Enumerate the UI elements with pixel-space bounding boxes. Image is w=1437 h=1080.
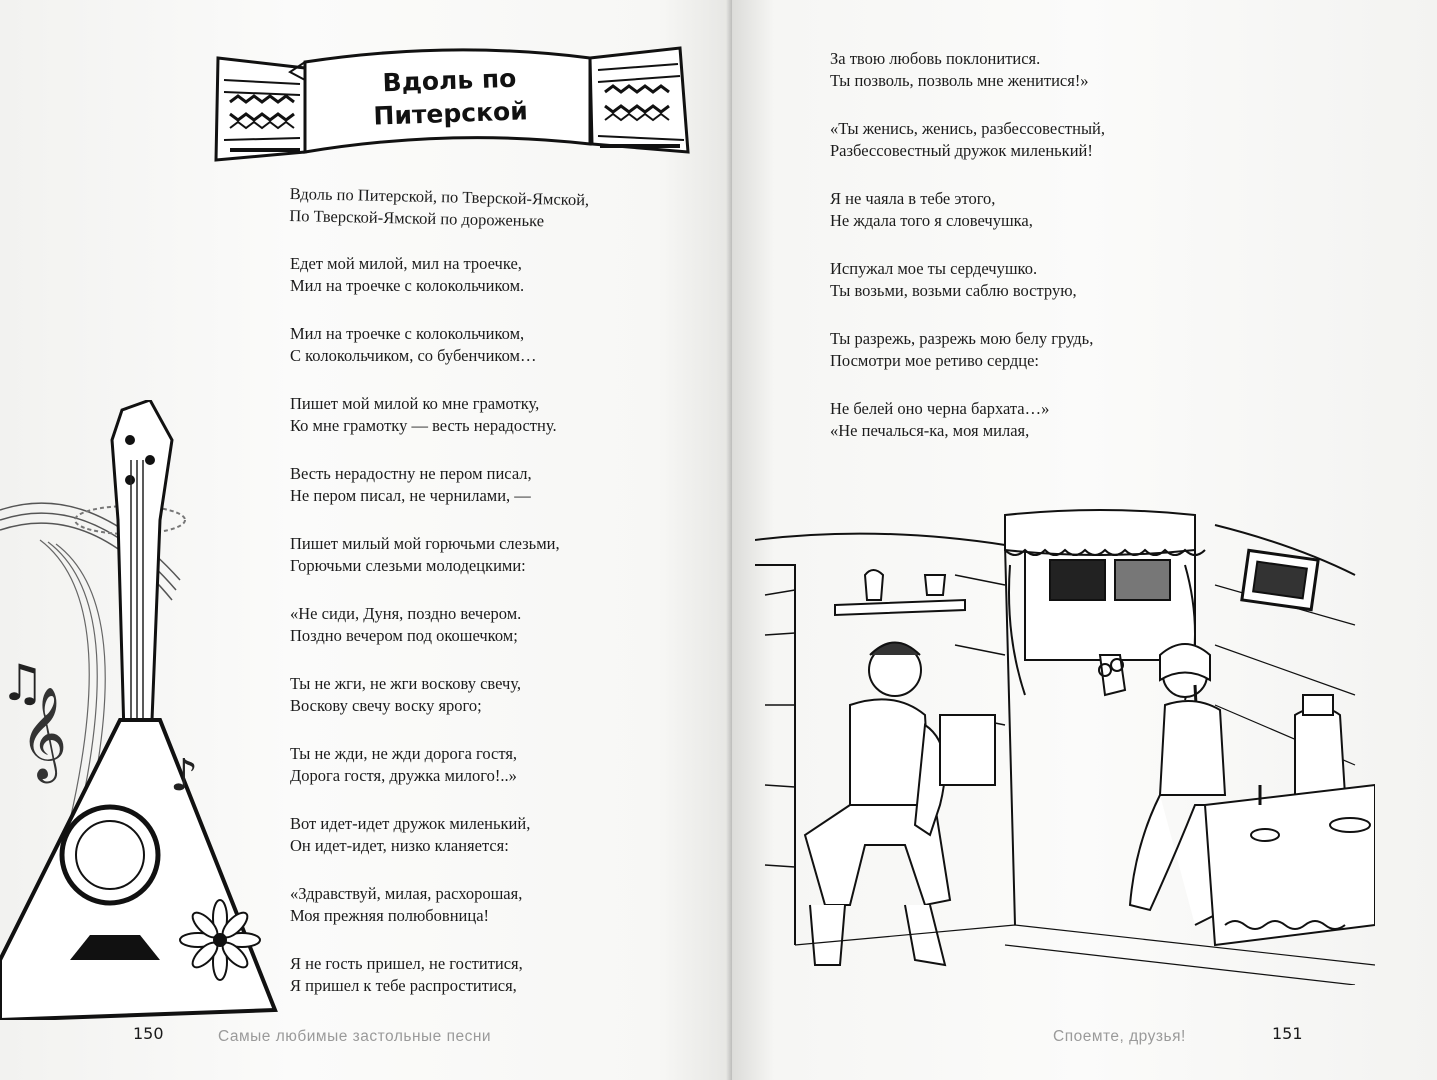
verse-line: С колокольчиком, со бубенчиком… bbox=[290, 346, 537, 365]
right-towel-ornament bbox=[590, 48, 688, 152]
izba-scene-illustration bbox=[755, 505, 1375, 985]
stanza bbox=[830, 188, 1105, 232]
verse-line: «Здравствуй, милая, расхорошая, bbox=[290, 884, 523, 903]
stanza bbox=[290, 603, 589, 647]
verse-line: Ко мне грамотку — весть нерадостну. bbox=[290, 416, 557, 435]
verse-line: «Не сиди, Дуня, поздно вечером. bbox=[290, 604, 522, 623]
verse-line: Воскову свечу воску ярого; bbox=[290, 696, 482, 715]
stanza bbox=[290, 813, 589, 857]
verse-line: Я пришел к тебе распроститися, bbox=[290, 976, 517, 995]
verse-line: Ты позволь, позволь мне женитися!» bbox=[830, 71, 1089, 90]
verse-line: Я не гость пришел, не гоститися, bbox=[290, 954, 523, 973]
verse-line: Едет мой милой, мил на троечке, bbox=[290, 254, 522, 273]
verse-line: Не пером писал, не чернилами, — bbox=[290, 486, 531, 505]
verse-line: Мил на троечке с колокольчиком. bbox=[290, 276, 525, 295]
verse-line: Пишет мой милой ко мне грамотку, bbox=[290, 394, 540, 413]
verse-line: За твою любовь поклонитися. bbox=[830, 49, 1041, 68]
stanza bbox=[830, 258, 1105, 302]
verse-line: Мил на троечке с колокольчиком, bbox=[290, 324, 525, 343]
running-head-left: Самые любимые застольные песни bbox=[218, 1028, 492, 1045]
verse-line: Вдоль по Питерской, по Тверской-Ямской, bbox=[289, 183, 590, 210]
stanza bbox=[290, 883, 589, 927]
verse-line: Посмотри мое ретиво сердце: bbox=[830, 351, 1040, 370]
stanza bbox=[830, 398, 1105, 442]
verse-line: Ты не жди, не жди дорога гостя, bbox=[290, 744, 518, 763]
stanza bbox=[290, 323, 589, 367]
stanza bbox=[290, 463, 589, 507]
stanza bbox=[290, 533, 589, 577]
note-glyph: ♫ bbox=[0, 654, 45, 712]
verse-line: Он идет-идет, низко кланяется: bbox=[290, 836, 509, 855]
stanza bbox=[830, 328, 1105, 372]
verse-line: Не белей оно черна бархата…» bbox=[830, 399, 1050, 418]
running-head-right: Споемте, друзья! bbox=[1053, 1028, 1186, 1045]
stanza bbox=[290, 743, 589, 787]
verse-line: По Тверской-Ямской по дороженьке bbox=[289, 205, 545, 231]
left-verse bbox=[290, 183, 589, 1023]
song-title bbox=[319, 59, 581, 134]
verse-line: Горючьми слезьми молодецкими: bbox=[290, 556, 526, 575]
chest bbox=[940, 715, 995, 785]
verse-line: Вот идет-идет дружок миленький, bbox=[290, 814, 531, 833]
stanza bbox=[290, 393, 589, 437]
stanza bbox=[830, 118, 1105, 162]
page-number-left: 150 bbox=[133, 1024, 164, 1043]
song-title-line-1: Вдоль по bbox=[382, 63, 517, 98]
verse-line: Ты возьми, возьми саблю вострую, bbox=[830, 281, 1077, 300]
right-verse bbox=[830, 48, 1105, 468]
verse-line: Моя прежняя полюбовница! bbox=[290, 906, 490, 925]
treble-clef-glyph: 𝄞 bbox=[20, 686, 68, 779]
verse-line: Ты не жги, не жги воскову свечу, bbox=[290, 674, 522, 693]
stanza bbox=[290, 253, 589, 297]
verse-line: «Не печалься-ка, моя милая, bbox=[830, 421, 1030, 440]
verse-line: Я не чаяла в тебе этого, bbox=[830, 189, 996, 208]
stanza bbox=[290, 673, 589, 717]
shelf bbox=[835, 600, 965, 615]
verse-line: Поздно вечером под окошечком; bbox=[290, 626, 518, 645]
balalaika-illustration bbox=[0, 400, 290, 1020]
note-glyph-2: ♪ bbox=[170, 750, 199, 801]
verse-line: Не ждала того я словечушка, bbox=[830, 211, 1033, 230]
balalaika-neck bbox=[112, 400, 172, 770]
verse-line: Ты разрежь, разрежь мою белу грудь, bbox=[830, 329, 1094, 348]
verse-line: Весть нерадостну не пером писал, bbox=[290, 464, 532, 483]
stanza bbox=[830, 48, 1105, 92]
stanza bbox=[289, 183, 589, 233]
man-figure bbox=[805, 643, 950, 966]
verse-line: Испужал мое ты сердечушко. bbox=[830, 259, 1038, 278]
verse-line: Разбессовестный дружок миленький! bbox=[830, 141, 1093, 160]
page-number-right: 151 bbox=[1272, 1024, 1303, 1043]
verse-line: Пишет милый мой горючьми слезьми, bbox=[290, 534, 560, 553]
stanza bbox=[290, 953, 589, 997]
song-title-line-2: Питерской bbox=[372, 96, 529, 131]
verse-line: Дорога гостя, дружка милого!..» bbox=[290, 766, 517, 785]
verse-line: «Ты женись, женись, разбессовестный, bbox=[830, 119, 1105, 138]
